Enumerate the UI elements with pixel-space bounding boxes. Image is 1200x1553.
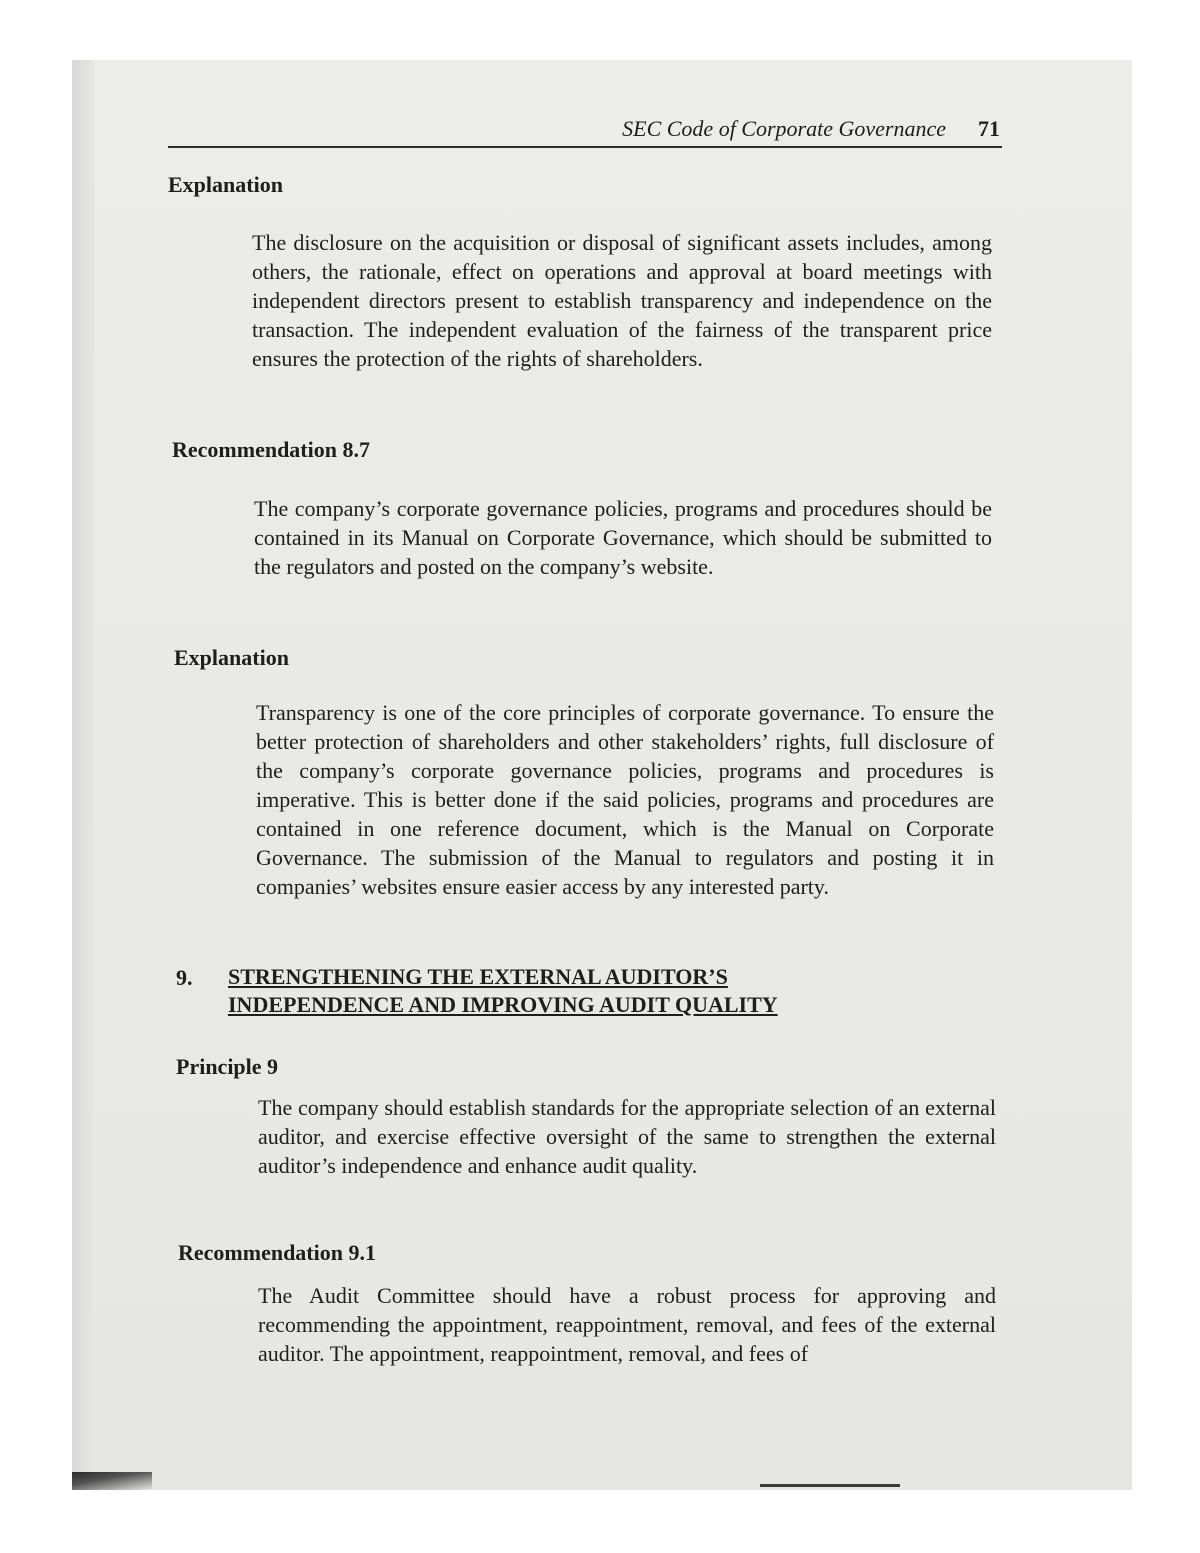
bottom-edge-mark [760, 1484, 900, 1487]
explanation-heading-2: Explanation [174, 645, 289, 670]
principle-9-paragraph: The company should establish standards for the appropriate selection of an external auditor, and exercise effective oversight of the same to strengthen the external auditor’s independence and enhance audit quality. [258, 1095, 996, 1178]
recommendation-9-1-paragraph: The Audit Committee should have a robust process for approving and recommending the appointment, reappointment, removal, and fees of the external auditor. The appointment, reappointment, removal, and fees of [258, 1283, 996, 1366]
recommendation-9-1-heading: Recommendation 9.1 [178, 1240, 376, 1265]
explanation-heading: Explanation [168, 172, 283, 197]
recommendation-8-7-heading: Recommendation 8.7 [172, 437, 370, 462]
page-corner-shadow [72, 1472, 152, 1490]
page-number: 71 [978, 116, 1000, 141]
running-header [168, 114, 1002, 148]
recommendation-8-7-paragraph: The company’s corporate governance policies, programs and procedures should be contained in its Manual on Corporate Governance, which should be submitted to the regulators and posted on the company’s website. [254, 496, 992, 579]
explanation-paragraph-2: Transparency is one of the core principles of corporate governance. To ensure the better protection of shareholders and other stakeholders’ rights, full disclosure of the company’s corporate governance policies, programs and procedures is imperative. This is better done if the said policies, programs and procedures are contained in one reference document, which is the Manual on Corporate Governance. The submission of the Manual to regulators and posting it in companies’ websites ensure easier access by any interested party. [256, 700, 994, 899]
section-number: 9. [176, 965, 193, 990]
explanation-paragraph: The disclosure on the acquisition or disposal of significant assets includes, among others, the rationale, effect on operations and approval at board meetings with independent directors present to establish transparency and independence on the transaction. The independent evaluation of the fairness of the transparent price ensures the protection of the rights of shareholders. [252, 230, 992, 371]
section-title-line-2: INDEPENDENCE AND IMPROVING AUDIT QUALITY [228, 992, 778, 1017]
running-title: SEC Code of Corporate Governance [622, 116, 946, 141]
principle-9-heading: Principle 9 [176, 1054, 279, 1079]
section-title [228, 963, 928, 1019]
section-title-line-1: STRENGTHENING THE EXTERNAL AUDITOR’S [228, 964, 728, 989]
page-spine-shadow [72, 60, 94, 1490]
